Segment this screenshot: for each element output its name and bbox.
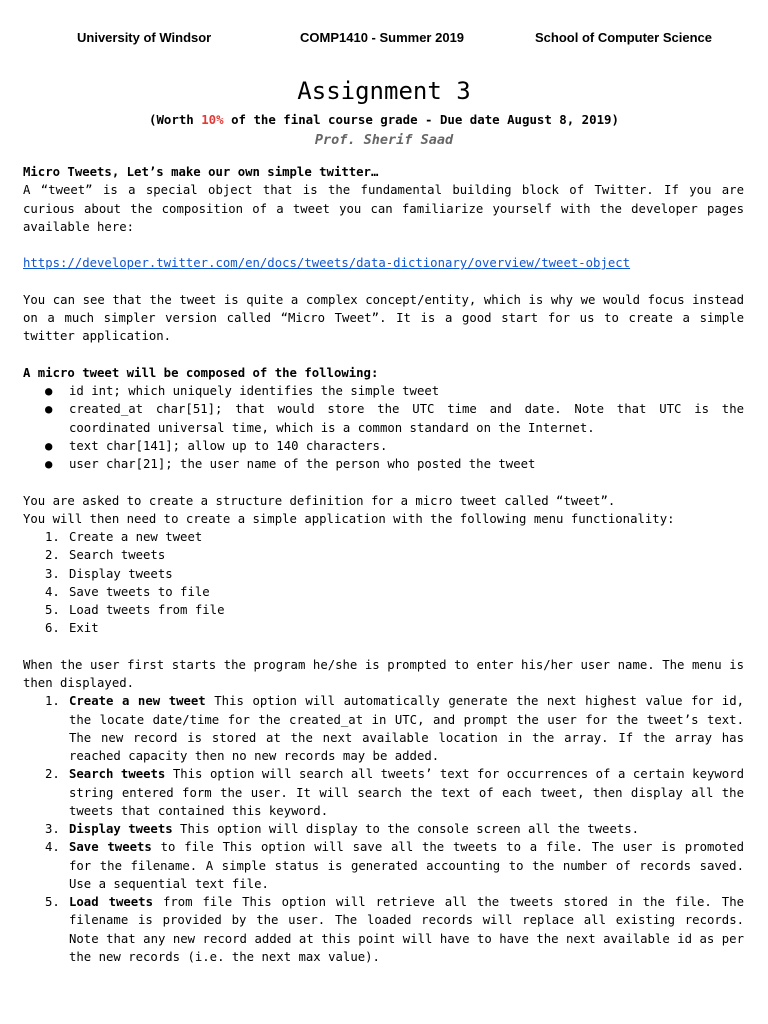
intro-paragraph-2: You can see that the tweet is quite a complex concept/entity, which is why we would focus instead on a much simpler version called “Micro Tweet”. It is a good start for us to create a simple twitter application.	[23, 292, 744, 344]
task-line-1: You are asked to create a structure definition for a micro tweet called “tweet”.	[23, 493, 616, 508]
list-number: 4.	[45, 840, 60, 855]
list-item	[23, 583, 744, 601]
detail-title: Create a new tweet	[69, 694, 206, 709]
detail-title: Save tweets	[69, 840, 152, 855]
detail-title: Load tweets	[69, 895, 153, 909]
list-item	[23, 400, 744, 437]
menu-item-text: Search tweets	[69, 548, 166, 563]
spacer	[23, 273, 744, 291]
bullet-icon: ●	[45, 402, 53, 417]
list-item	[23, 546, 744, 564]
list-item-text: text char[141]; allow up to 140 characters.	[69, 438, 388, 453]
subtitle-prefix: (Worth	[149, 112, 202, 127]
list-item	[23, 619, 744, 637]
menu-list	[23, 528, 744, 638]
page-title: Assignment 3	[297, 77, 471, 105]
menu-item-text: Display tweets	[69, 566, 173, 581]
details-list	[23, 692, 744, 966]
menu-item-text: Exit	[69, 621, 99, 636]
list-number: 2.	[45, 767, 60, 782]
list-item	[23, 601, 744, 619]
header-university: University of Windsor	[77, 30, 212, 45]
list-item	[23, 565, 744, 583]
professor-name: Prof. Sherif Saad	[314, 132, 454, 148]
header-school: School of Computer Science	[535, 30, 712, 45]
list-number: 1.	[45, 694, 60, 709]
bullet-icon: ●	[45, 438, 53, 453]
list-item-text: user char[21]; the user name of the person who posted the tweet	[69, 457, 536, 471]
bullet-icon: ●	[45, 457, 53, 471]
list-number: 1.	[45, 530, 60, 544]
detail-title: Display tweets	[69, 822, 173, 836]
tweet-object-link[interactable]: https://developer.twitter.com/en/docs/tweets/data-dictionary/overview/tweet-object	[23, 256, 631, 271]
detail-text: This option will search all tweets’ text for occurrences of a certain keyword string entered form the user. It will search the text of each tweet, then display all the tweets that contained this keyword.	[69, 767, 744, 818]
list-number: 6.	[45, 621, 60, 636]
menu-item-text: Create a new tweet	[69, 530, 203, 544]
list-item	[23, 382, 744, 400]
list-item	[23, 437, 744, 455]
list-item	[23, 893, 744, 966]
list-number: 5.	[45, 603, 60, 617]
bullet-icon: ●	[45, 384, 53, 398]
spacer	[23, 473, 744, 491]
menu-item-text: Load tweets from file	[69, 603, 225, 617]
list-item	[23, 765, 744, 820]
subtitle-suffix: of the final course grade - Due date August 8, 2019)	[223, 112, 619, 127]
document-body	[23, 163, 744, 966]
header-course: COMP1410 - Summer 2019	[300, 30, 465, 45]
list-item-text: created_at char[51]; that would store the UTC time and date. Note that UTC is the coordinated universal time, which is a common standard on the Internet.	[69, 402, 744, 435]
intro-paragraph: A “tweet” is a special object that is the fundamental building block of Twitter. If you are curious about the composition of a tweet you can familiarize yourself with the developer pages available here:	[23, 183, 744, 234]
details-intro: When the user first starts the program he/she is prompted to enter his/her user name. The menu is then displayed.	[23, 657, 744, 690]
task-line-2: You will then need to create a simple application with the following menu functionality:	[23, 511, 675, 526]
list-number: 3.	[45, 822, 60, 836]
list-item	[23, 692, 744, 765]
detail-text: This option will automatically generate the next highest value for id, the locate date/time for the created_at in UTC, and prompt the user for the tweet’s text. The new record is stored at the next available location in the array. If the array has reached capacity then no new records may be added.	[69, 694, 745, 763]
spacer	[23, 346, 744, 364]
list-item	[23, 528, 744, 546]
subtitle	[0, 112, 768, 127]
intro-heading: Micro Tweets, Let’s make our own simple twitter…	[23, 165, 379, 179]
detail-text: from file This option will retrieve all the tweets stored in the file. The filename is provided by the user. The loaded records will replace all existing records. Note that any new record added at this point will have to have the next available id as per the new records (i.e. the next max value).	[69, 895, 744, 964]
list-number: 5.	[45, 895, 60, 909]
detail-text: This option will display to the console screen all the tweets.	[172, 822, 640, 836]
list-item	[23, 820, 744, 838]
detail-text: to file This option will save all the tweets to a file. The user is promoted for the filename. A simple status is generated accounting to the number of records saved. Use a sequential text file.	[69, 840, 745, 891]
composition-heading: A micro tweet will be composed of the following:	[23, 365, 379, 380]
list-item	[23, 838, 744, 893]
list-number: 4.	[45, 584, 60, 599]
grade-percent: 10%	[201, 112, 224, 127]
detail-title: Search tweets	[69, 767, 166, 782]
link-line	[23, 254, 744, 272]
list-number: 2.	[45, 548, 60, 563]
list-item-text: id int; which uniquely identifies the simple tweet	[69, 384, 440, 398]
list-number: 3.	[45, 566, 60, 581]
spacer	[23, 638, 744, 656]
list-item	[23, 455, 744, 473]
spacer	[23, 236, 744, 254]
menu-item-text: Save tweets to file	[69, 584, 210, 599]
composition-list	[23, 382, 744, 473]
